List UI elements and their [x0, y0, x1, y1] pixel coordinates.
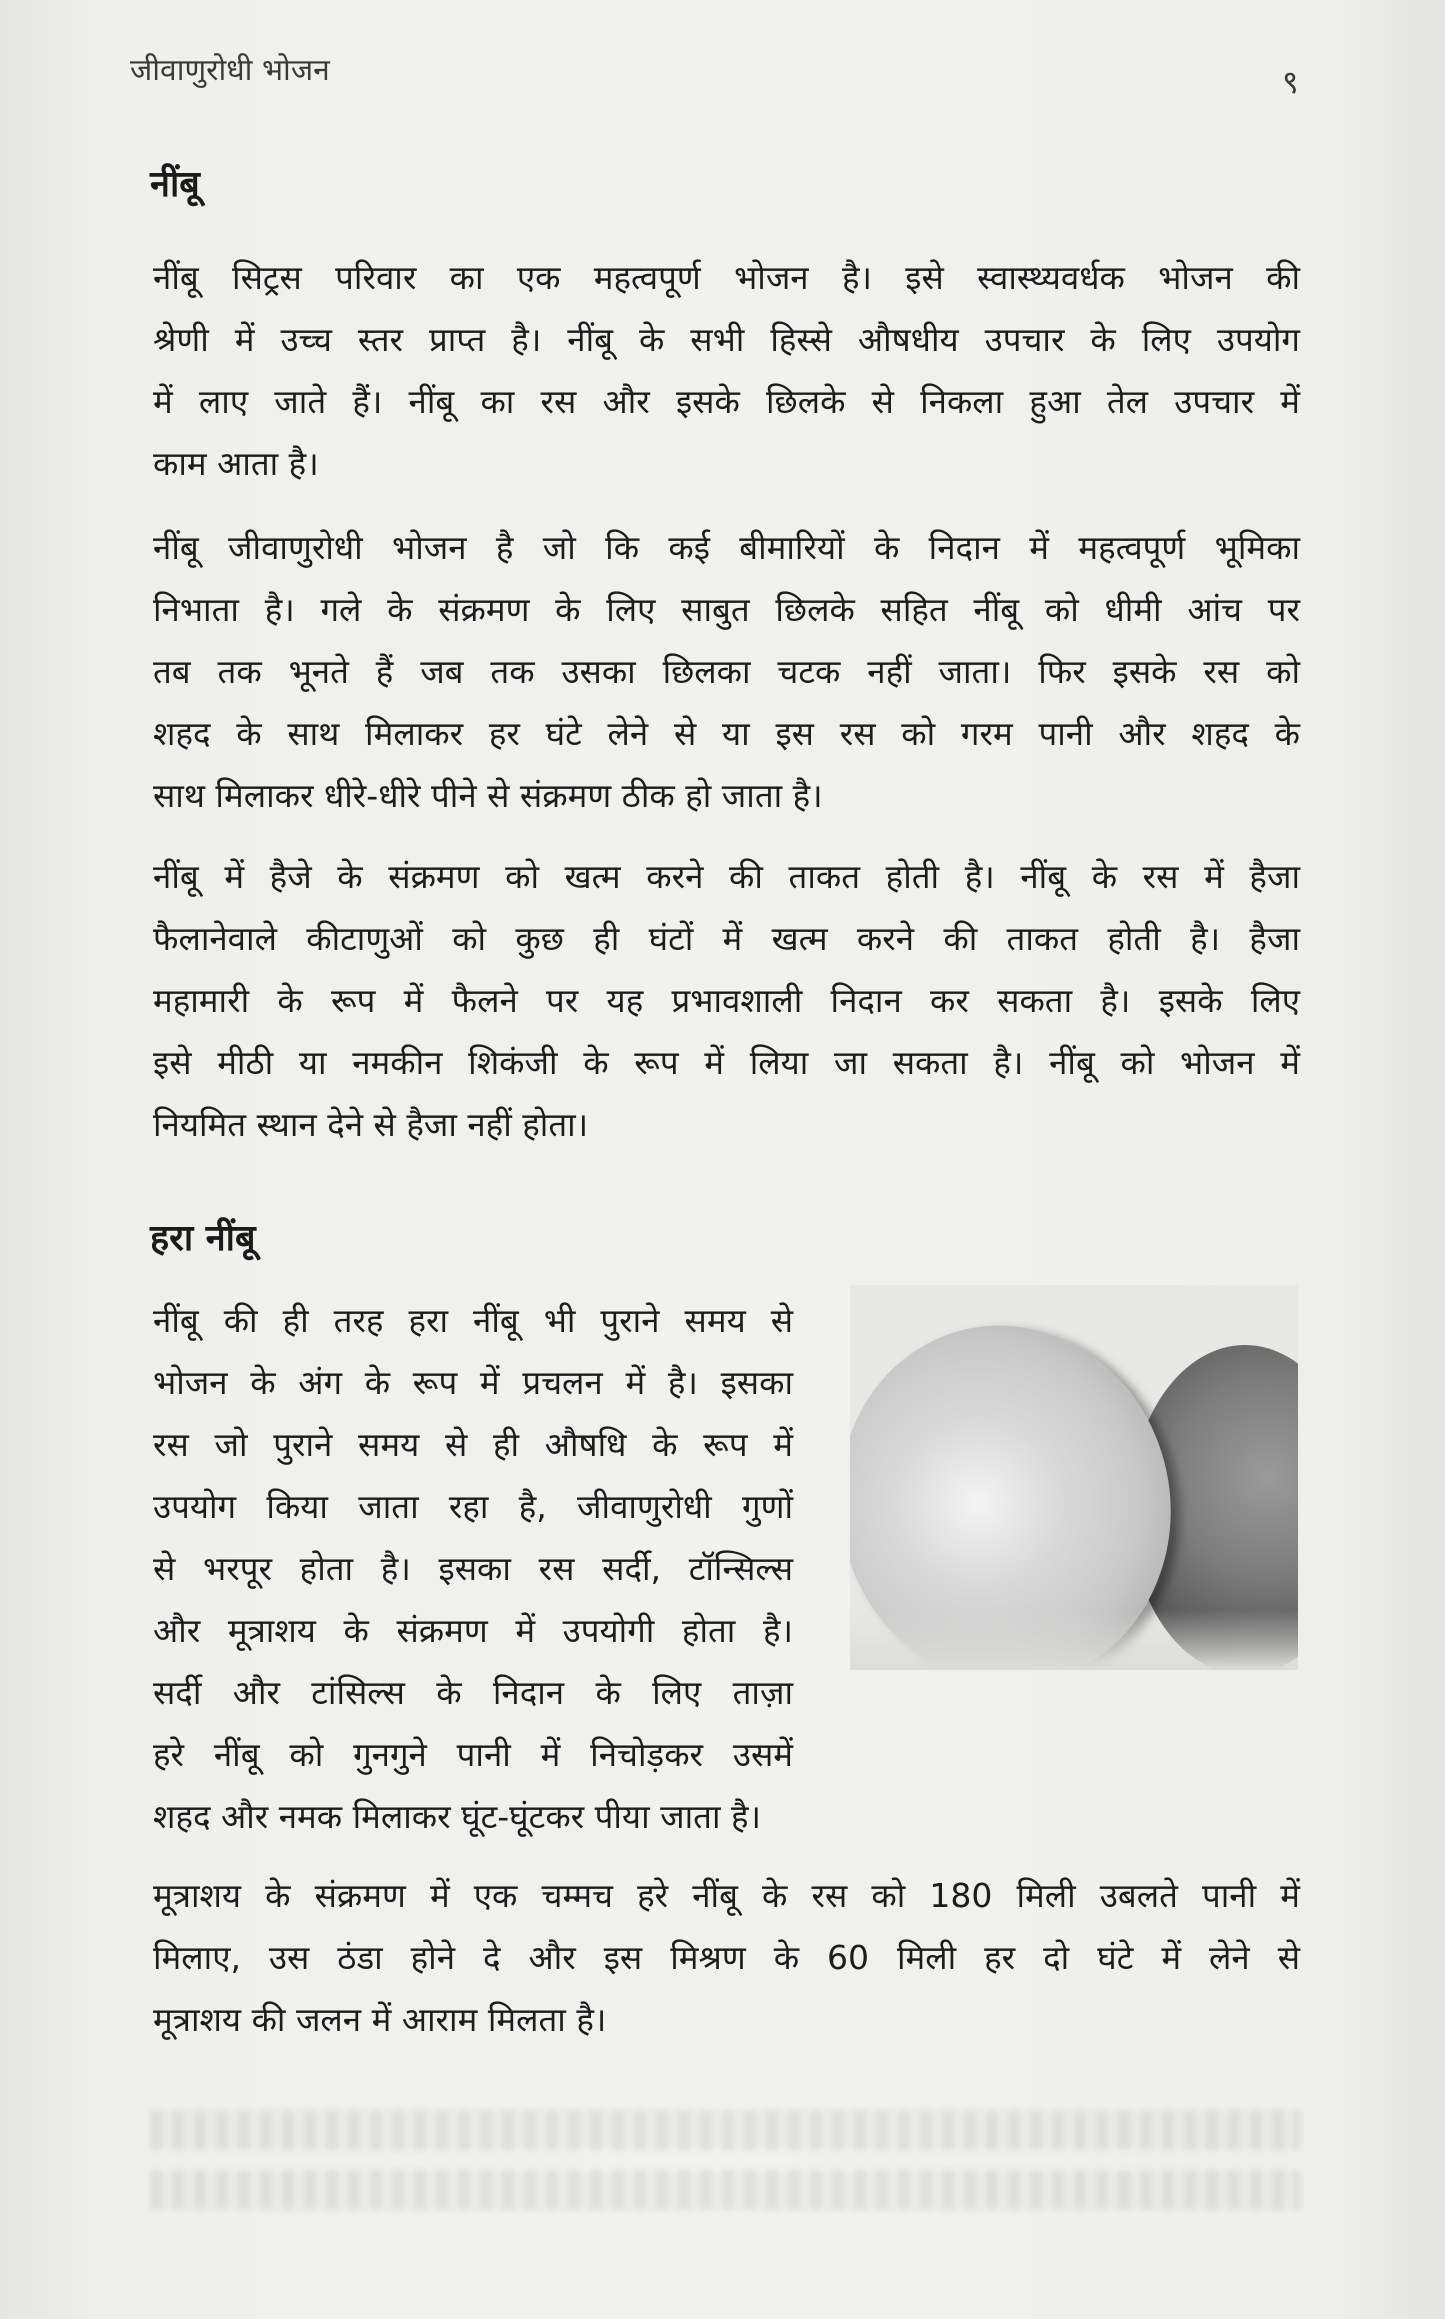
text-line: तब तक भूनते हैं जब तक उसका छिलका चटक नहीं जाता। फिर इसके रस को [153, 652, 1300, 691]
text-line: भोजन के अंग के रूप में प्रचलन में है। इसका [153, 1363, 793, 1402]
paragraph [153, 846, 1300, 1156]
text-line: नींबू सिट्रस परिवार का एक महत्वपूर्ण भोजन है। इसे स्वास्थ्यवर्धक भोजन की [153, 258, 1300, 297]
text-line: फैलानेवाले कीटाणुओं को कुछ ही घंटों में खत्म करने की ताकत होती है। हैजा [153, 919, 1300, 958]
text-line: शहद के साथ मिलाकर हर घंटे लेने से या इस रस को गरम पानी और शहद के [153, 714, 1300, 753]
text-line: से भरपूर होता है। इसका रस सर्दी, टॉन्सिल्स [153, 1549, 793, 1588]
text-line: उपयोग किया जाता रहा है, जीवाणुरोधी गुणों [153, 1487, 793, 1526]
photo-shadow [850, 1610, 1298, 1670]
text-line: श्रेणी में उच्च स्तर प्राप्त है। नींबू के सभी हिस्से औषधीय उपचार के लिए उपयोग [153, 320, 1300, 359]
text-line: मूत्राशय के संक्रमण में एक चम्मच हरे नींबू के रस को 180 मिली उबलते पानी में [153, 1876, 1300, 1915]
text-line: रस जो पुराने समय से ही औषधि के रूप में [153, 1425, 793, 1464]
text-line: शहद और नमक मिलाकर घूंट-घूंटकर पीया जाता है। [153, 1797, 762, 1836]
text-line: और मूत्राशय के संक्रमण में उपयोगी होता है। [153, 1611, 793, 1650]
text-line: इसे मीठी या नमकीन शिकंजी के रूप में लिया जा सकता है। नींबू को भोजन में [153, 1043, 1300, 1082]
lime-halves-photo [850, 1285, 1298, 1670]
show-through-text [150, 2170, 1300, 2210]
text-line: में लाए जाते हैं। नींबू का रस और इसके छिलके से निकला हुआ तेल उपचार में [153, 382, 1300, 421]
text-line: साथ मिलाकर धीरे-धीरे पीने से संक्रमण ठीक हो जाता है। [153, 776, 823, 815]
text-line: काम आता है। [153, 444, 319, 483]
text-line: निभाता है। गले के संक्रमण के लिए साबुत छिलके सहित नींबू को धीमी आंच पर [153, 590, 1300, 629]
section-heading-nimbu: नींबू [150, 164, 200, 205]
paragraph [153, 1865, 1300, 2051]
text-line: नींबू में हैजे के संक्रमण को खत्म करने की ताकत होती है। नींबू के रस में हैजा [153, 857, 1300, 896]
text-line: नींबू की ही तरह हरा नींबू भी पुराने समय से [153, 1301, 793, 1340]
section-heading-hara-nimbu: हरा नींबू [150, 1218, 256, 1259]
paragraph [153, 517, 1300, 827]
text-line: नियमित स्थान देने से हैजा नहीं होता। [153, 1105, 589, 1144]
paragraph [153, 1290, 793, 1848]
text-line: महामारी के रूप में फैलने पर यह प्रभावशाली निदान कर सकता है। इसके लिए [153, 981, 1300, 1020]
running-head: जीवाणुरोधी भोजन [130, 53, 330, 88]
text-line: मिलाए, उस ठंडा होने दे और इस मिश्रण के 60 मिली हर दो घंटे में लेने से [153, 1938, 1300, 1977]
text-line: मूत्राशय की जलन में आराम मिलता है। [153, 2000, 607, 2039]
text-line: नींबू जीवाणुरोधी भोजन है जो कि कई बीमारियों के निदान में महत्वपूर्ण भूमिका [153, 528, 1300, 567]
text-line: हरे नींबू को गुनगुने पानी में निचोड़कर उसमें [153, 1735, 793, 1774]
text-line: सर्दी और टांसिल्स के निदान के लिए ताज़ा [153, 1673, 793, 1712]
page-number: ९ [1282, 63, 1299, 101]
show-through-text [150, 2110, 1300, 2150]
paragraph [153, 247, 1300, 495]
